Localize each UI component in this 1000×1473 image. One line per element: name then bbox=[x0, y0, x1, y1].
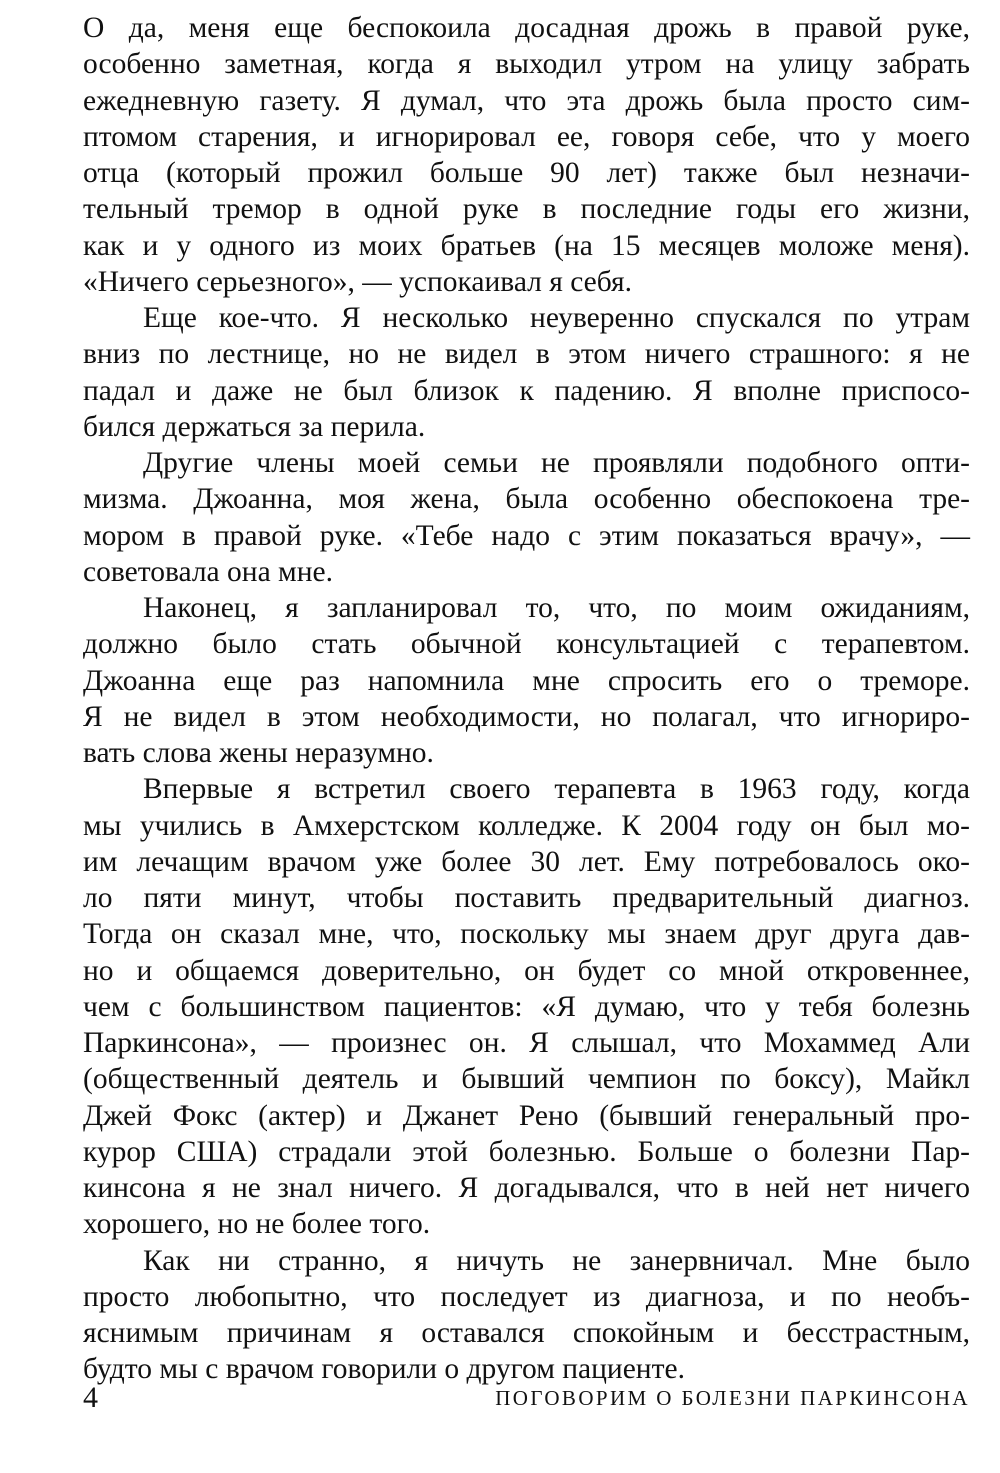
paragraph bbox=[83, 771, 970, 1242]
text-line: советовала она мне. bbox=[83, 555, 333, 588]
paragraph bbox=[83, 300, 970, 445]
text-line: особенно заметная, когда я выходил утром на улицу забрать bbox=[83, 48, 970, 81]
text-line: Джоанна еще раз напомнила мне спросить его о треморе. bbox=[83, 664, 970, 697]
text-line: кинсона я не знал ничего. Я догадывался, что в ней нет ничего bbox=[83, 1172, 970, 1204]
paragraph bbox=[83, 1243, 970, 1388]
text-line: Тогда он сказал мне, что, поскольку мы знаем друг друга дав- bbox=[83, 918, 970, 951]
text-line: но и общаемся доверительно, он будет со мной откровеннее, bbox=[83, 954, 970, 987]
text-line: Впервые я встретил своего терапевта в 1963 году, когда bbox=[143, 773, 970, 806]
page-footer bbox=[83, 1378, 970, 1418]
text-line: просто любопытно, что последует из диагноза, и по необъ- bbox=[83, 1280, 970, 1313]
paragraph bbox=[83, 10, 970, 300]
text-line: будто мы с врачом говорили о другом пациенте. bbox=[83, 1353, 685, 1386]
text-line: «Ничего серьезного», — успокаивал я себя. bbox=[83, 265, 632, 298]
text-line: Наконец, я запланировал то, что, по моим ожиданиям, bbox=[143, 592, 970, 624]
text-line: яснимым причинам я оставался спокойным и бесстрастным, bbox=[83, 1317, 970, 1349]
page-number: 4 bbox=[83, 1381, 98, 1414]
running-title: ПОГОВОРИМ О БОЛЕЗНИ ПАРКИНСОНА bbox=[495, 1386, 970, 1410]
text-line: Другие члены моей семьи не проявляли подобного опти- bbox=[143, 447, 970, 479]
text-line: ло пяти минут, чтобы поставить предварительный диагноз. bbox=[83, 882, 970, 914]
text-line: должно было стать обычной консультацией с терапевтом. bbox=[83, 628, 970, 661]
text-line: (общественный деятель и бывший чемпион по боксу), Майкл bbox=[83, 1063, 970, 1096]
page-body bbox=[83, 10, 970, 1388]
text-line: мизма. Джоанна, моя жена, была особенно обеспокоена тре- bbox=[83, 483, 970, 516]
paragraph bbox=[83, 590, 970, 771]
text-line: отца (который прожил больше 90 лет) также был незначи- bbox=[83, 157, 970, 189]
text-line: хорошего, но не более того. bbox=[83, 1208, 431, 1241]
text-line: вать слова жены неразумно. bbox=[83, 737, 434, 769]
text-line: курор США) страдали этой болезнью. Больше о болезни Пар- bbox=[83, 1135, 970, 1168]
text-line: мы учились в Амхерстском колледже. К 2004 году он был мо- bbox=[83, 809, 970, 842]
text-line: им лечащим врачом уже более 30 лет. Ему потребовалось око- bbox=[83, 845, 970, 878]
text-line: бился держаться за перила. bbox=[83, 410, 426, 443]
text-line: чем с большинством пациентов: «Я думаю, что у тебя болезнь bbox=[83, 990, 970, 1023]
text-line: ежедневную газету. Я думал, что эта дрожь была просто сим- bbox=[83, 84, 970, 117]
text-line: падал и даже не был близок к падению. Я вполне приспосо- bbox=[83, 374, 970, 407]
text-line: как и у одного из моих братьев (на 15 месяцев моложе меня). bbox=[83, 229, 970, 262]
text-line: тельный тремор в одной руке в последние годы его жизни, bbox=[83, 193, 970, 226]
text-line: Джей Фокс (актер) и Джанет Рено (бывший генеральный про- bbox=[83, 1099, 970, 1132]
text-line: вниз по лестнице, но не видел в этом ничего страшного: я не bbox=[83, 338, 970, 371]
text-line: Еще кое-что. Я несколько неуверенно спускался по утрам bbox=[143, 302, 970, 334]
paragraph bbox=[83, 445, 970, 590]
text-line: Паркинсона», — произнес он. Я слышал, что Мохаммед Али bbox=[83, 1027, 970, 1059]
text-line: О да, меня еще беспокоила досадная дрожь в правой руке, bbox=[83, 12, 970, 44]
text-line: мором в правой руке. «Тебе надо с этим показаться врачу», — bbox=[83, 519, 970, 552]
text-line: птомом старения, и игнорировал ее, говоря себе, что у моего bbox=[83, 120, 970, 153]
text-line: Как ни странно, я ничуть не занервничал. Мне было bbox=[143, 1244, 970, 1277]
text-line: Я не видел в этом необходимости, но полагал, что игнориро- bbox=[83, 700, 970, 733]
